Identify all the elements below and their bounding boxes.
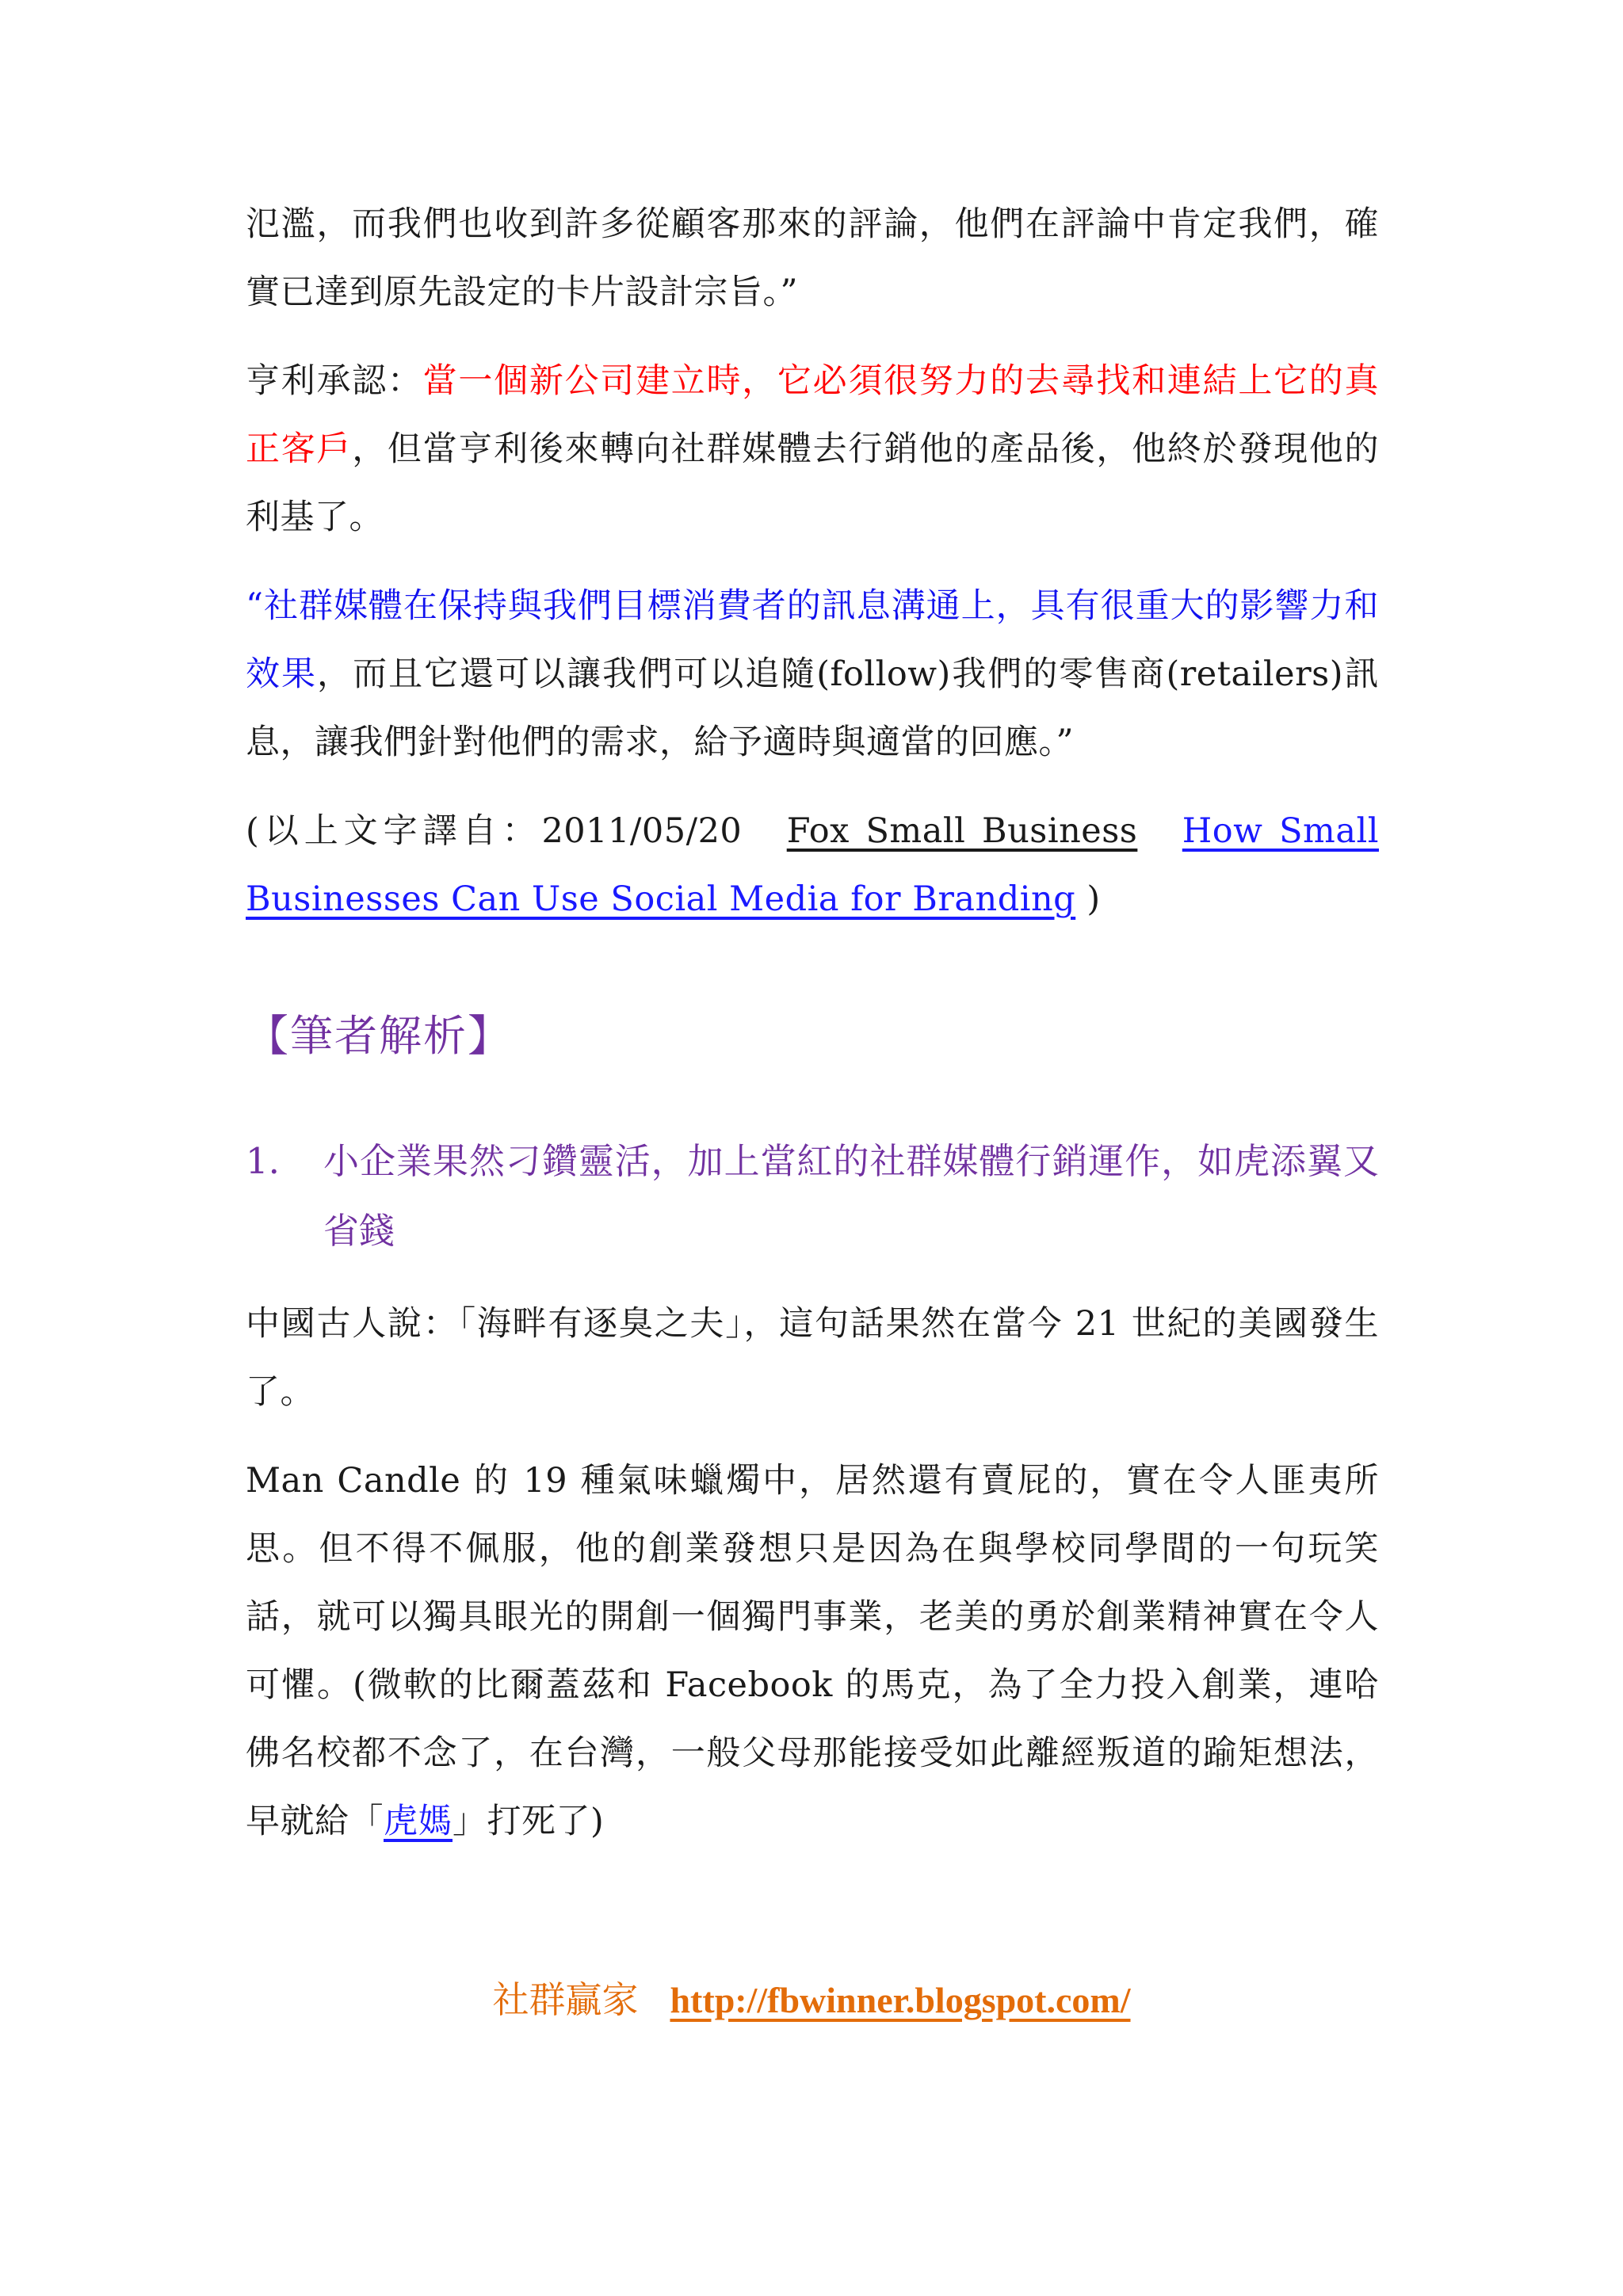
citation-gap bbox=[1137, 811, 1182, 851]
article-link[interactable]: How Small Businesses Can Use Social Media for Branding bbox=[246, 811, 1379, 919]
paragraph-man-candle bbox=[246, 1447, 1379, 1855]
paragraph-suffix: ，但當亨利後來轉向社群媒體去行銷他的產品後，他終於發現他的利基了。 bbox=[246, 429, 1380, 537]
numbered-item-1 bbox=[246, 1127, 1379, 1266]
paragraph-social-media-quote bbox=[246, 572, 1379, 776]
paragraph-prefix: 亨利承認： bbox=[246, 361, 423, 401]
paragraph-suffix: 」打死了) bbox=[453, 1802, 605, 1841]
tiger-mom-link[interactable]: 虎媽 bbox=[384, 1802, 453, 1841]
red-emphasis-text: 當一個新公司建立時，它必須很努力的去尋找和連結上它的真正客戶 bbox=[246, 361, 1380, 469]
citation-prefix: (以上文字譯自：2011/05/20 bbox=[246, 811, 787, 851]
paragraph-quote-end bbox=[246, 190, 1379, 326]
footer-site-name: 社群贏家 bbox=[492, 1978, 639, 2021]
item-number: 1. bbox=[246, 1140, 280, 1182]
open-quote-mark: “ bbox=[246, 586, 264, 626]
item-text: 小企業果然刁鑽靈活，加上當紅的社群媒體行銷運作，如虎添翼又省錢 bbox=[323, 1140, 1379, 1252]
citation-suffix: ) bbox=[1075, 879, 1101, 919]
paragraph-text: 氾濫，而我們也收到許多從顧客那來的評論，他們在評論中肯定我們，確實已達到原先設定的卡片設計宗旨。” bbox=[246, 204, 1379, 312]
footer-url-link[interactable]: http://fbwinner.blogspot.com/ bbox=[670, 1980, 1131, 2020]
page-footer bbox=[0, 1971, 1623, 2023]
blue-emphasis-text: 社群媒體在保持與我們目標消費者的訊息溝通上，具有很重大的影響力和效果 bbox=[246, 586, 1379, 694]
paragraph-ancient-saying bbox=[246, 1290, 1379, 1426]
paragraph-henry-admits bbox=[246, 347, 1379, 551]
section-heading-analysis: 【筆者解析】 bbox=[246, 1011, 512, 1061]
paragraph-rest: ，而且它還可以讓我們可以追隨(follow)我們的零售商(retailers)訊息，讓我們針對他們的需求，給予適時與適當的回應。” bbox=[246, 654, 1380, 762]
paragraph-source-citation bbox=[246, 797, 1379, 933]
paragraph-text: Man Candle 的 19 種氣味蠟燭中，居然還有賣屁的，實在令人匪夷所思。但不得不佩服，他的創業發想只是因為在與學校同學間的一句玩笑話，就可以獨具眼光的開創一個獨門事業，老美的勇於創業精神實在令人可懼。(微軟的比爾蓋茲和 Facebook 的馬克，為了全力投入創業，連哈佛名校都不念了，在台灣，一般父母那能接受如此離經叛道的踰矩想法，早就給「 bbox=[246, 1461, 1379, 1841]
document-page bbox=[246, 190, 1379, 1855]
paragraph-text: 中國古人說：「海畔有逐臭之夫」，這句話果然在當今 21 世紀的美國發生了。 bbox=[246, 1304, 1379, 1412]
source-name: Fox Small Business bbox=[786, 811, 1138, 851]
